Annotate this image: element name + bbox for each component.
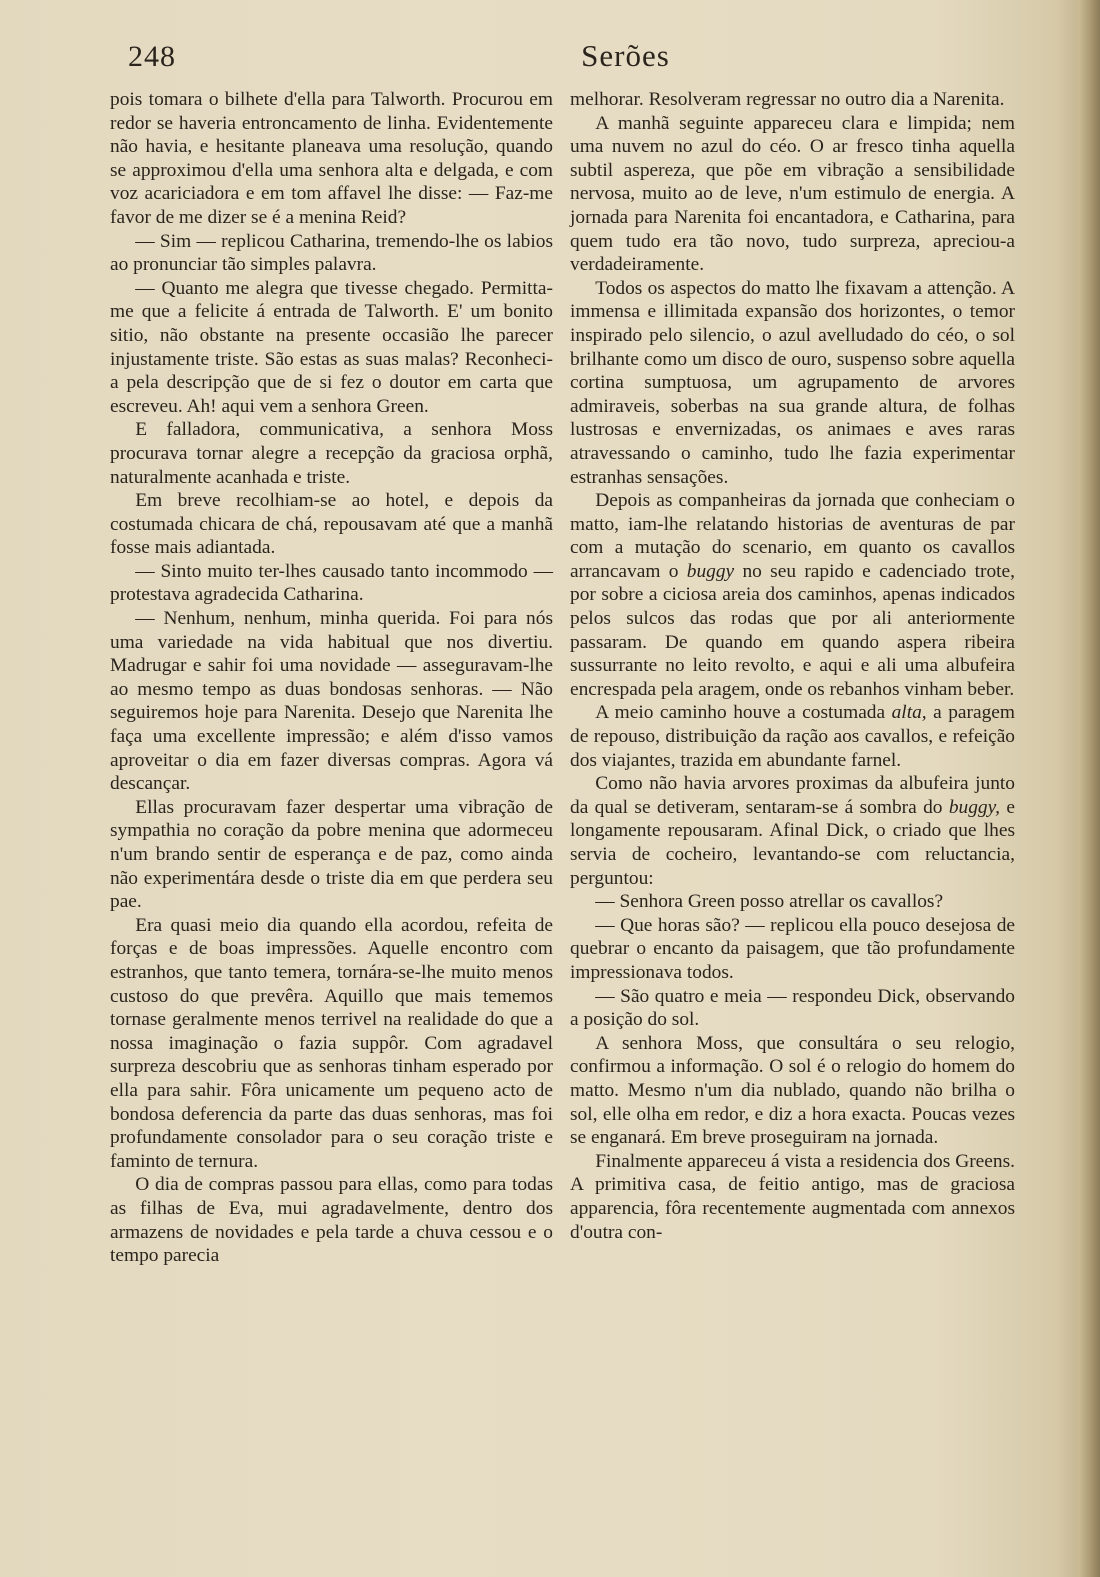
- paragraph: Ellas procuravam fazer despertar uma vibração de sympathia no coração da pobre menina que adormeceu n'um brando sentir de esperança e de paz, como ainda não experimentára desde o triste dia em que perdera seu pae.: [110, 796, 553, 913]
- paragraph: A manhã seguinte appareceu clara e limpida; nem uma nuvem no azul do céo. O ar fresco tinha aquella subtil aspereza, que põe em vibração a sensibilidade nervosa, muito ao de leve, n'um estimulo de energia. A jornada para Narenita foi encantadora, e Catharina, para quem tudo era tão novo, tudo surpreza, apreciou-a verdadeiramente.: [570, 112, 1015, 276]
- italic-word: buggy: [686, 560, 735, 582]
- paragraph: Finalmente appareceu á vista a residencia dos Greens. A primitiva casa, de feitio antigo, mas de graciosa apparencia, fôra recentemente augmentada com annexos d'outra con-: [570, 1150, 1015, 1243]
- page-binding-edge: [1078, 0, 1100, 1577]
- running-title: Serões: [581, 38, 670, 73]
- paragraph: E falladora, communicativa, a senhora Moss procurava tornar alegre a recepção da graciosa orphã, naturalmente acanhada e triste.: [110, 419, 553, 488]
- italic-word: alta,: [891, 702, 927, 724]
- paragraph: A senhora Moss, que consultára o seu relogio, confirmou a informação. O sol é o relogio do homem do matto. Mesmo n'um dia nublado, quando não brilha o sol, elle olha em redor, e diz a hora exacta. Poucas vezes se enganará. Em breve proseguiram na jornada.: [570, 1032, 1015, 1149]
- paragraph: — Sim — replicou Catharina, tremendo-lhe os labios ao pronunciar tão simples palavra.: [110, 230, 553, 276]
- paragraph: Todos os aspectos do matto lhe fixavam a attenção. A immensa e illimitada expansão dos horizontes, o temor inspirado pelo silencio, o azul avelludado do céo, o sol brilhante como um disco de ouro, suspenso sobre aquella cortina sumptuosa, um agrupamento de arvores admiraveis, soberbas na sua grande altura, de folhas lustrosas e envernizadas, os animaes e aves raras atravessando o caminho, tudo lhe fazia experimentar estranhas sensações.: [570, 277, 1015, 488]
- left-text-column: [110, 88, 553, 1518]
- page-header: [128, 36, 1013, 82]
- paragraph: O dia de compras passou para ellas, como para todas as filhas de Eva, mui agradavelmente, dentro dos armazens de novidades e pela tarde a chuva cessou e o tempo parecia: [110, 1174, 553, 1267]
- paragraph: melhorar. Resolveram regressar no outro dia a Narenita.: [570, 89, 1005, 110]
- paragraph: — Nenhum, nenhum, minha querida. Foi para nós uma variedade na vida habitual que nos divertiu. Madrugar e sahir foi uma novidade — asseguravam-lhe ao mesmo tempo as duas bondosas senhoras. — Não seguiremos hoje para Narenita. Desejo que Narenita lhe faça uma excellente impressão; e além d'isso vamos aproveitar o dia em fazer diversas compras. Agora vá descançar.: [110, 608, 553, 795]
- italic-word: buggy,: [948, 796, 1001, 818]
- paragraph: Como não havia arvores proximas da albufeira junto da qual se detiveram, sentaram-se á sombra do buggy, e longamente repousaram. Afinal Dick, o criado que lhes servia de cocheiro, levantando-se com reluctancia, perguntou:: [570, 773, 1015, 889]
- paragraph: — São quatro e meia — respondeu Dick, observando a posição do sol.: [570, 985, 1015, 1031]
- paragraph: — Sinto muito ter-lhes causado tanto incommodo — protestava agradecida Catharina.: [110, 560, 553, 606]
- right-text-column: [570, 88, 1015, 1518]
- page-number: 248: [128, 40, 176, 73]
- paragraph: Depois as companheiras da jornada que conheciam o matto, iam-lhe relatando historias de aventuras de par com a mutação do scenario, em quanto os cavallos arrancavam o buggy no seu rapido e cadenciado trote, por sobre a ciciosa areia dos caminhos, apenas indicados pelos sulcos das rodas que por ali anteriormente passaram. De quando em quando aspera ribeira sussurrante no leito revolto, e aqui e ali uma albufeira encrespada pela aragem, onde os rebanhos vinham beber.: [570, 490, 1015, 700]
- paragraph: — Quanto me alegra que tivesse chegado. Permitta-me que a felicite á entrada de Talworth. E' um bonito sitio, não obstante na presente occasião lhe parecer injustamente triste. São estas as suas malas? Reconheci-a pela descripção que de si fez o doutor em carta que escreveu. Ah! aqui vem a senhora Green.: [110, 277, 553, 417]
- paragraph: — Que horas são? — replicou ella pouco desejosa de quebrar o encanto da paisagem, que tão profundamente impressionava todos.: [570, 914, 1015, 983]
- paragraph: Era quasi meio dia quando ella acordou, refeita de forças e de boas impressões. Aquelle encontro com estranhos, que tanto temera, tornára-se-lhe muito menos custoso do que prevêra. Aquillo que mais tememos tornase geralmente menos terrivel na realidade do que a nossa imaginação o fazia suppôr. Com agradavel surpreza descobriu que as senhoras tinham esperado por ella para sahir. Fôra unicamente um pequeno acto de bondosa deferencia da parte das duas senhoras, mas foi profundamente consolador para o seu coração triste e faminto de ternura.: [110, 914, 553, 1172]
- paragraph: — Senhora Green posso atrellar os cavallos?: [595, 891, 944, 913]
- paragraph: pois tomara o bilhete d'ella para Talworth. Procurou em redor se haveria entroncamento de linha. Evidentemente não havia, e hesitante planeava uma resolução, quando se approximou d'ella uma senhora alta e delgada, e com voz acariciadora e em tom affavel lhe disse: — Faz-me favor de me dizer se é a menina Reid?: [110, 89, 553, 228]
- paragraph: A meio caminho houve a costumada alta, a paragem de repouso, distribuição da ração aos cavallos, e refeição dos viajantes, trazida em abundante farnel.: [570, 702, 1015, 771]
- paragraph: Em breve recolhiam-se ao hotel, e depois da costumada chicara de chá, repousavam até que a manhã fosse mais adiantada.: [110, 490, 553, 559]
